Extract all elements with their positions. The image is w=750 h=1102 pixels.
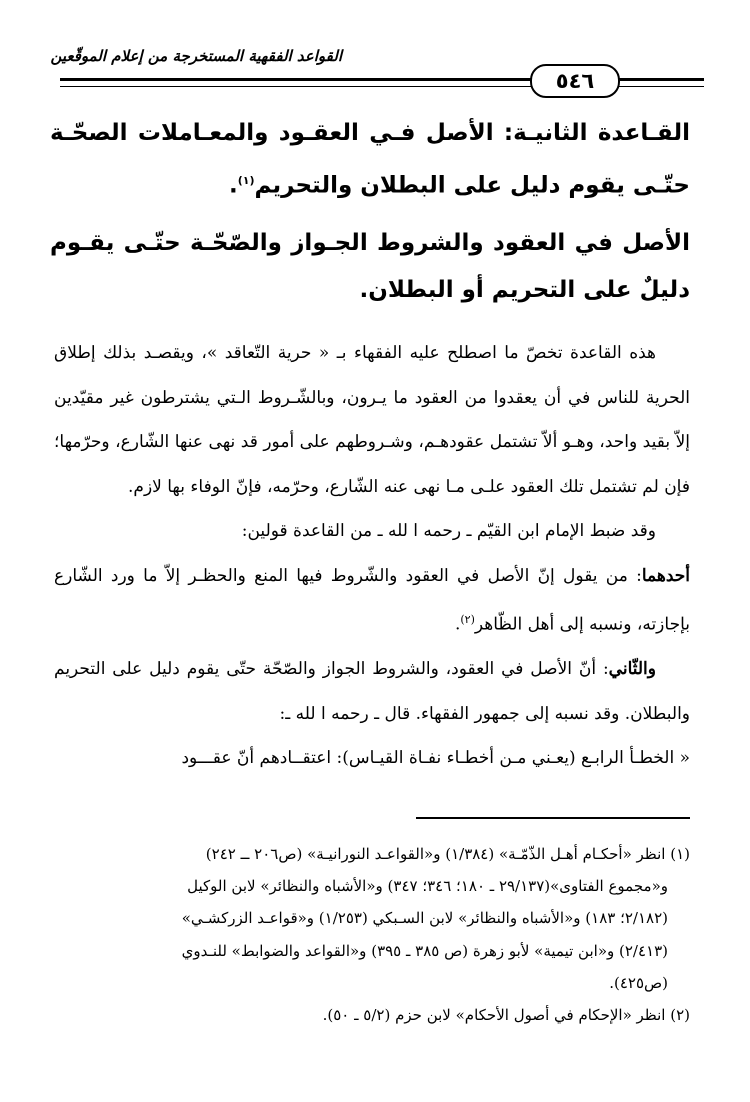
rule-heading-text: القـاعدة الثانيـة: الأصل فـي العقـود والمعـاملات الصحّـة حتّـى يقوم دليل على البطلان والتحريم <box>50 120 690 199</box>
footnote-1-line-5: (ص٤٢٥). <box>609 973 668 992</box>
paragraph-second-view <box>54 647 690 736</box>
paragraph-1: هذه القاعدة تخصّ ما اصطلح عليه الفقهاء بـ « حرية التّعاقد »، ويقصـد بذلك إطلاق الحرية للناس في أن يعقدوا من العقود ما يـرون، وبالشّـروط الـتي يشترطون غير مقيّدين إلاّ بقيد واحد، وهـو ألاّ تشتمل عقودهـم، وشـروطهم على أمور قد نهى عنها الشّارع، وحرّمها؛ فإن لم تشتمل تلك العقود علـى مـا نهى عنه الشّارع، وحرّمه، فإنّ الوفاء بها لازم. <box>54 343 690 497</box>
footnotes <box>50 838 690 1031</box>
second-view-label: والثّاني <box>608 659 656 680</box>
first-view-label: أحدهما <box>641 565 690 586</box>
footnote-1-line-1: (١) انظر «أحكـام أهـل الذّمّـة» (١/٣٨٤) و«القواعـد النورانيـة» (ص٢٠٦ ــ ٢٤٢) <box>205 845 690 863</box>
footnote-1-line-3: (٢/١٨٢؛ ١٨٣) و«الأشباه والنظائر» لابن السـبكي (١/٢٥٣) و«قواعـد الزركشـي» <box>181 909 668 928</box>
rule-heading-end: . <box>228 172 238 199</box>
page-number: ٥٤٦ <box>530 64 620 98</box>
body-text <box>54 331 690 781</box>
paragraph-first-view <box>54 554 690 648</box>
second-view-text: : أنّ الأصل في العقود، والشروط الجواز والصّحّة حتّى يقوم دليل على التحريم والبطلان. وقد نسبه إلى جمهور الفقهاء. قال ـ رحمه ا لله ـ: <box>54 659 690 724</box>
first-view-text: : من يقول إنّ الأصل في العقود والشّروط فيها المنع والحظـر إلاّ ما ورد الشّارع بإجازته، ونسبه إلى أهل الظّاهر <box>54 565 690 635</box>
footnote-rule <box>416 817 690 819</box>
footnote-2: (٢) انظر «الإحكام في أصول الأحكام» لابن حزم (٥/٢ ـ ٥٠). <box>322 1006 690 1025</box>
first-view-end: . <box>454 614 461 635</box>
paragraph-2: وقد ضبط الإمام ابن القيّم ـ رحمه ا لله ـ من القاعدة قولين: <box>241 521 656 541</box>
quote-start: « الخطـأ الرابـع (يعـني مـن أخطـاء نفـاة القيـاس): اعتقــادهم أنّ عقـــود <box>181 748 690 769</box>
rule-heading <box>50 110 690 210</box>
footnote-1-line-4: (٢/٤١٣) و«ابن تيمية» لأبو زهرة (ص ٣٨٥ ـ ٣٩٥) و«القواعد والضوابط» للنـدوي <box>181 941 668 960</box>
rule-statement: الأصل في العقود والشروط الجـواز والصّحّـة حتّـى يقـوم دليلٌ على التحريم أو البطلان. <box>50 230 690 303</box>
footnote-ref-1: (١) <box>237 174 255 187</box>
footnote-1-line-2: و«مجموع الفتاوى»(٢٩/١٣٧ ـ ١٨٠؛ ٣٤٦؛ ٣٤٧) و«الأشباه والنظائر» لابن الوكيل <box>187 877 668 896</box>
footnote-ref-2: (٢) <box>460 613 475 626</box>
running-title: القواعد الفقهية المستخرجة من إعلام الموقّعين <box>50 47 342 65</box>
